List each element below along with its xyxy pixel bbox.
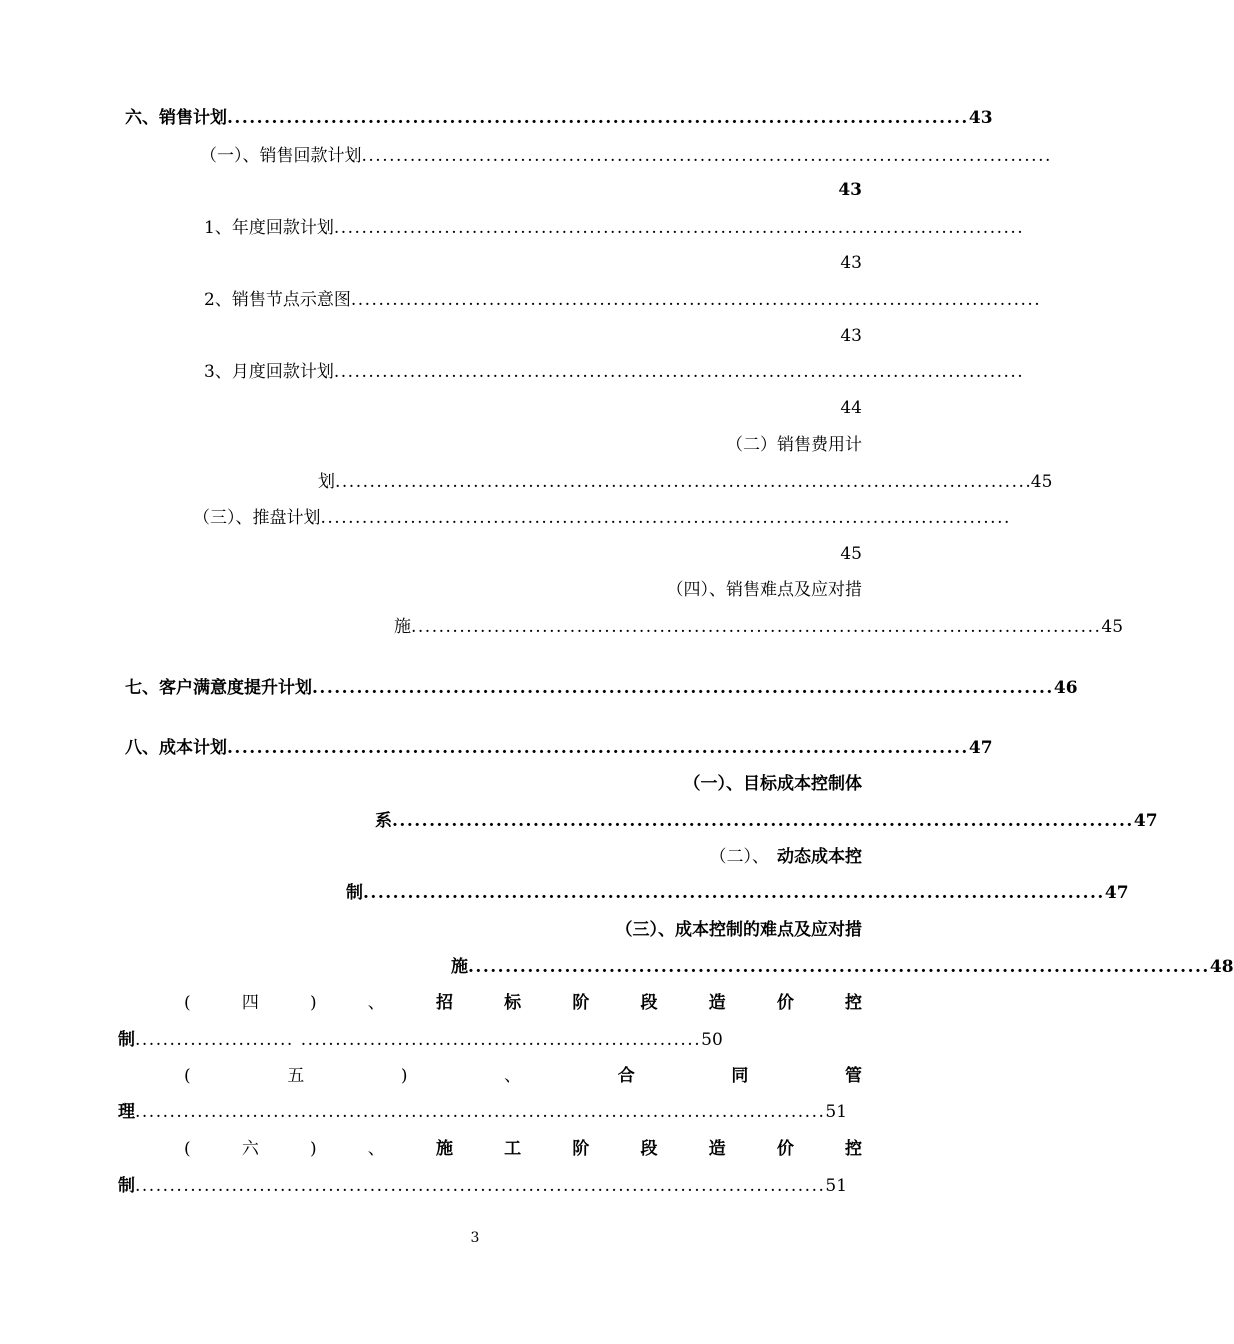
toc-title-char: 、	[367, 1139, 385, 1159]
toc-entry-8-2[interactable]	[346, 879, 1129, 907]
toc-entry-title: 施	[394, 617, 411, 637]
toc-entry-title: 制	[118, 1030, 135, 1050]
toc-entry-6-1[interactable]	[200, 142, 1052, 170]
toc-section-number: 七、	[125, 678, 159, 698]
toc-entry-title: 1、年度回款计划	[204, 218, 334, 238]
toc-page-number: 43	[968, 108, 993, 128]
toc-entry-8-4[interactable]	[118, 1026, 723, 1054]
toc-entry-title: 制	[346, 883, 363, 903]
toc-entry-section-8[interactable]	[125, 734, 993, 762]
toc-entry-6-2[interactable]	[318, 468, 1053, 496]
toc-page-number: 45	[840, 544, 862, 564]
toc-title-char: 招	[435, 993, 453, 1013]
toc-page-number: 47	[1104, 883, 1129, 903]
toc-entry-title: 2、销售节点示意图	[204, 290, 351, 310]
toc-leader-dots: ....................................................................................................	[335, 472, 1026, 492]
toc-title-char: 施	[435, 1139, 453, 1159]
toc-entry-6-4[interactable]	[394, 613, 1124, 641]
toc-entry-section-6[interactable]	[125, 104, 993, 132]
toc-entry-title: （三）、推盘计划	[193, 508, 321, 528]
toc-entry-8-4-title[interactable]	[184, 989, 862, 1017]
toc-entry-6-2-title[interactable]: （二）销售费用计	[726, 435, 862, 455]
toc-title-char: 价	[776, 1139, 794, 1159]
toc-entry-8-6-title[interactable]	[184, 1135, 862, 1163]
toc-title-char: 价	[776, 993, 794, 1013]
toc-entry-8-6[interactable]	[118, 1172, 848, 1200]
toc-entry-6-1-1[interactable]	[204, 214, 1025, 242]
toc-title-char: 五	[287, 1066, 305, 1086]
toc-entry-title: 客户满意度提升计划	[159, 678, 312, 698]
toc-leader-dots: ....................................................................................................	[333, 218, 1025, 238]
toc-title-char: 合	[617, 1066, 635, 1086]
toc-page-number: 51	[825, 1102, 848, 1122]
toc-page-number: 48	[1209, 957, 1234, 977]
toc-title-char: 、	[504, 1066, 522, 1086]
toc-entry-title: （一）、销售回款计划	[200, 146, 362, 166]
toc-title-char: 控	[845, 1139, 862, 1159]
toc-entry-6-1-3[interactable]	[204, 358, 1025, 386]
toc-title-char: 四	[241, 993, 259, 1013]
toc-leader-dots: ....................................................................................................	[227, 108, 969, 128]
toc-leader-dots: ....................................................................................................	[361, 146, 1052, 166]
toc-page-number: 46	[1053, 678, 1078, 698]
toc-leader-dots: ....................................................................................................	[468, 957, 1210, 977]
toc-title-char: 造	[708, 1139, 726, 1159]
toc-entry-8-2-title[interactable]	[400, 843, 862, 871]
toc-entry-title: 系	[375, 811, 392, 831]
toc-leader-dots: ....................... ..........................................................	[135, 1030, 702, 1050]
toc-page-number: 43	[840, 326, 862, 346]
toc-leader-dots: ....................................................................................................	[363, 883, 1105, 903]
toc-title-char: 管	[844, 1066, 862, 1086]
toc-entry-8-1[interactable]	[375, 807, 1158, 835]
toc-entry-8-5[interactable]	[118, 1098, 848, 1126]
toc-entry-8-5-title[interactable]	[184, 1062, 862, 1090]
toc-entry-title: 成本计划	[159, 738, 227, 758]
toc-title-char: 段	[640, 1139, 658, 1159]
toc-title-char: 同	[731, 1066, 749, 1086]
toc-leader-dots: ....................................................................................................	[333, 362, 1025, 382]
toc-leader-dots: ....................................................................................................	[350, 290, 1042, 310]
footer-page-number: 3	[470, 1230, 480, 1246]
toc-entry-6-4-title[interactable]: （四）、销售难点及应对措	[666, 580, 862, 600]
toc-title-char: 六	[241, 1139, 259, 1159]
toc-entry-title: 制	[118, 1176, 135, 1196]
toc-title-char: (	[184, 1139, 191, 1159]
toc-page-number: .45	[1025, 472, 1053, 492]
toc-entry-title: 动态成本控	[777, 847, 862, 867]
toc-section-number: 八、	[125, 738, 159, 758]
toc-entry-6-3[interactable]	[193, 504, 1011, 532]
toc-title-char: (	[184, 1066, 191, 1086]
toc-leader-dots: ....................................................................................................	[312, 678, 1054, 698]
toc-entry-section-7[interactable]	[125, 674, 1078, 702]
toc-leader-dots: ....................................................................................................	[227, 738, 969, 758]
toc-entry-8-1-title[interactable]: （一）、目标成本控制体	[683, 774, 862, 794]
toc-entry-6-1-2[interactable]	[204, 286, 1042, 314]
toc-title-char: 段	[640, 993, 658, 1013]
toc-page-number: 43	[838, 180, 862, 200]
toc-title-char: )	[309, 1139, 317, 1159]
toc-title-char: 工	[504, 1139, 522, 1159]
toc-entry-title: 理	[118, 1102, 135, 1122]
toc-leader-dots: ....................................................................................................	[411, 617, 1102, 637]
toc-entry-title: 划	[318, 472, 335, 492]
toc-title-char: 造	[708, 993, 726, 1013]
toc-page-number: 43	[840, 253, 862, 273]
toc-entry-title: 3、月度回款计划	[204, 362, 334, 382]
toc-entry-8-3-title[interactable]: （三）、成本控制的难点及应对措	[615, 920, 862, 940]
toc-section-number: 六、	[125, 108, 159, 128]
toc-title-char: 阶	[572, 993, 590, 1013]
toc-page-number: 45	[1101, 617, 1124, 637]
toc-title-char: )	[309, 993, 317, 1013]
toc-entry-title: 施	[451, 957, 468, 977]
toc-leader-dots: ....................................................................................................	[320, 508, 1011, 528]
toc-leader-dots: ....................................................................................................	[392, 811, 1134, 831]
toc-entry-title: 销售计划	[159, 108, 227, 128]
toc-page-number: 47	[1133, 811, 1158, 831]
toc-title-char: 标	[504, 993, 522, 1013]
toc-entry-title-prefix: （二）、	[709, 847, 769, 867]
toc-leader-dots: ....................................................................................................	[135, 1102, 826, 1122]
toc-page-number: 47	[968, 738, 993, 758]
toc-title-char: )	[400, 1066, 408, 1086]
toc-title-char: 控	[845, 993, 862, 1013]
toc-title-char: 、	[367, 993, 385, 1013]
toc-page-number: 51	[825, 1176, 848, 1196]
toc-page-number: 44	[840, 398, 862, 418]
toc-page-number: 50	[701, 1030, 723, 1050]
toc-leader-dots: ....................................................................................................	[135, 1176, 826, 1196]
toc-entry-8-3[interactable]	[451, 953, 1234, 981]
toc-title-char: (	[184, 993, 191, 1013]
toc-title-char: 阶	[572, 1139, 590, 1159]
